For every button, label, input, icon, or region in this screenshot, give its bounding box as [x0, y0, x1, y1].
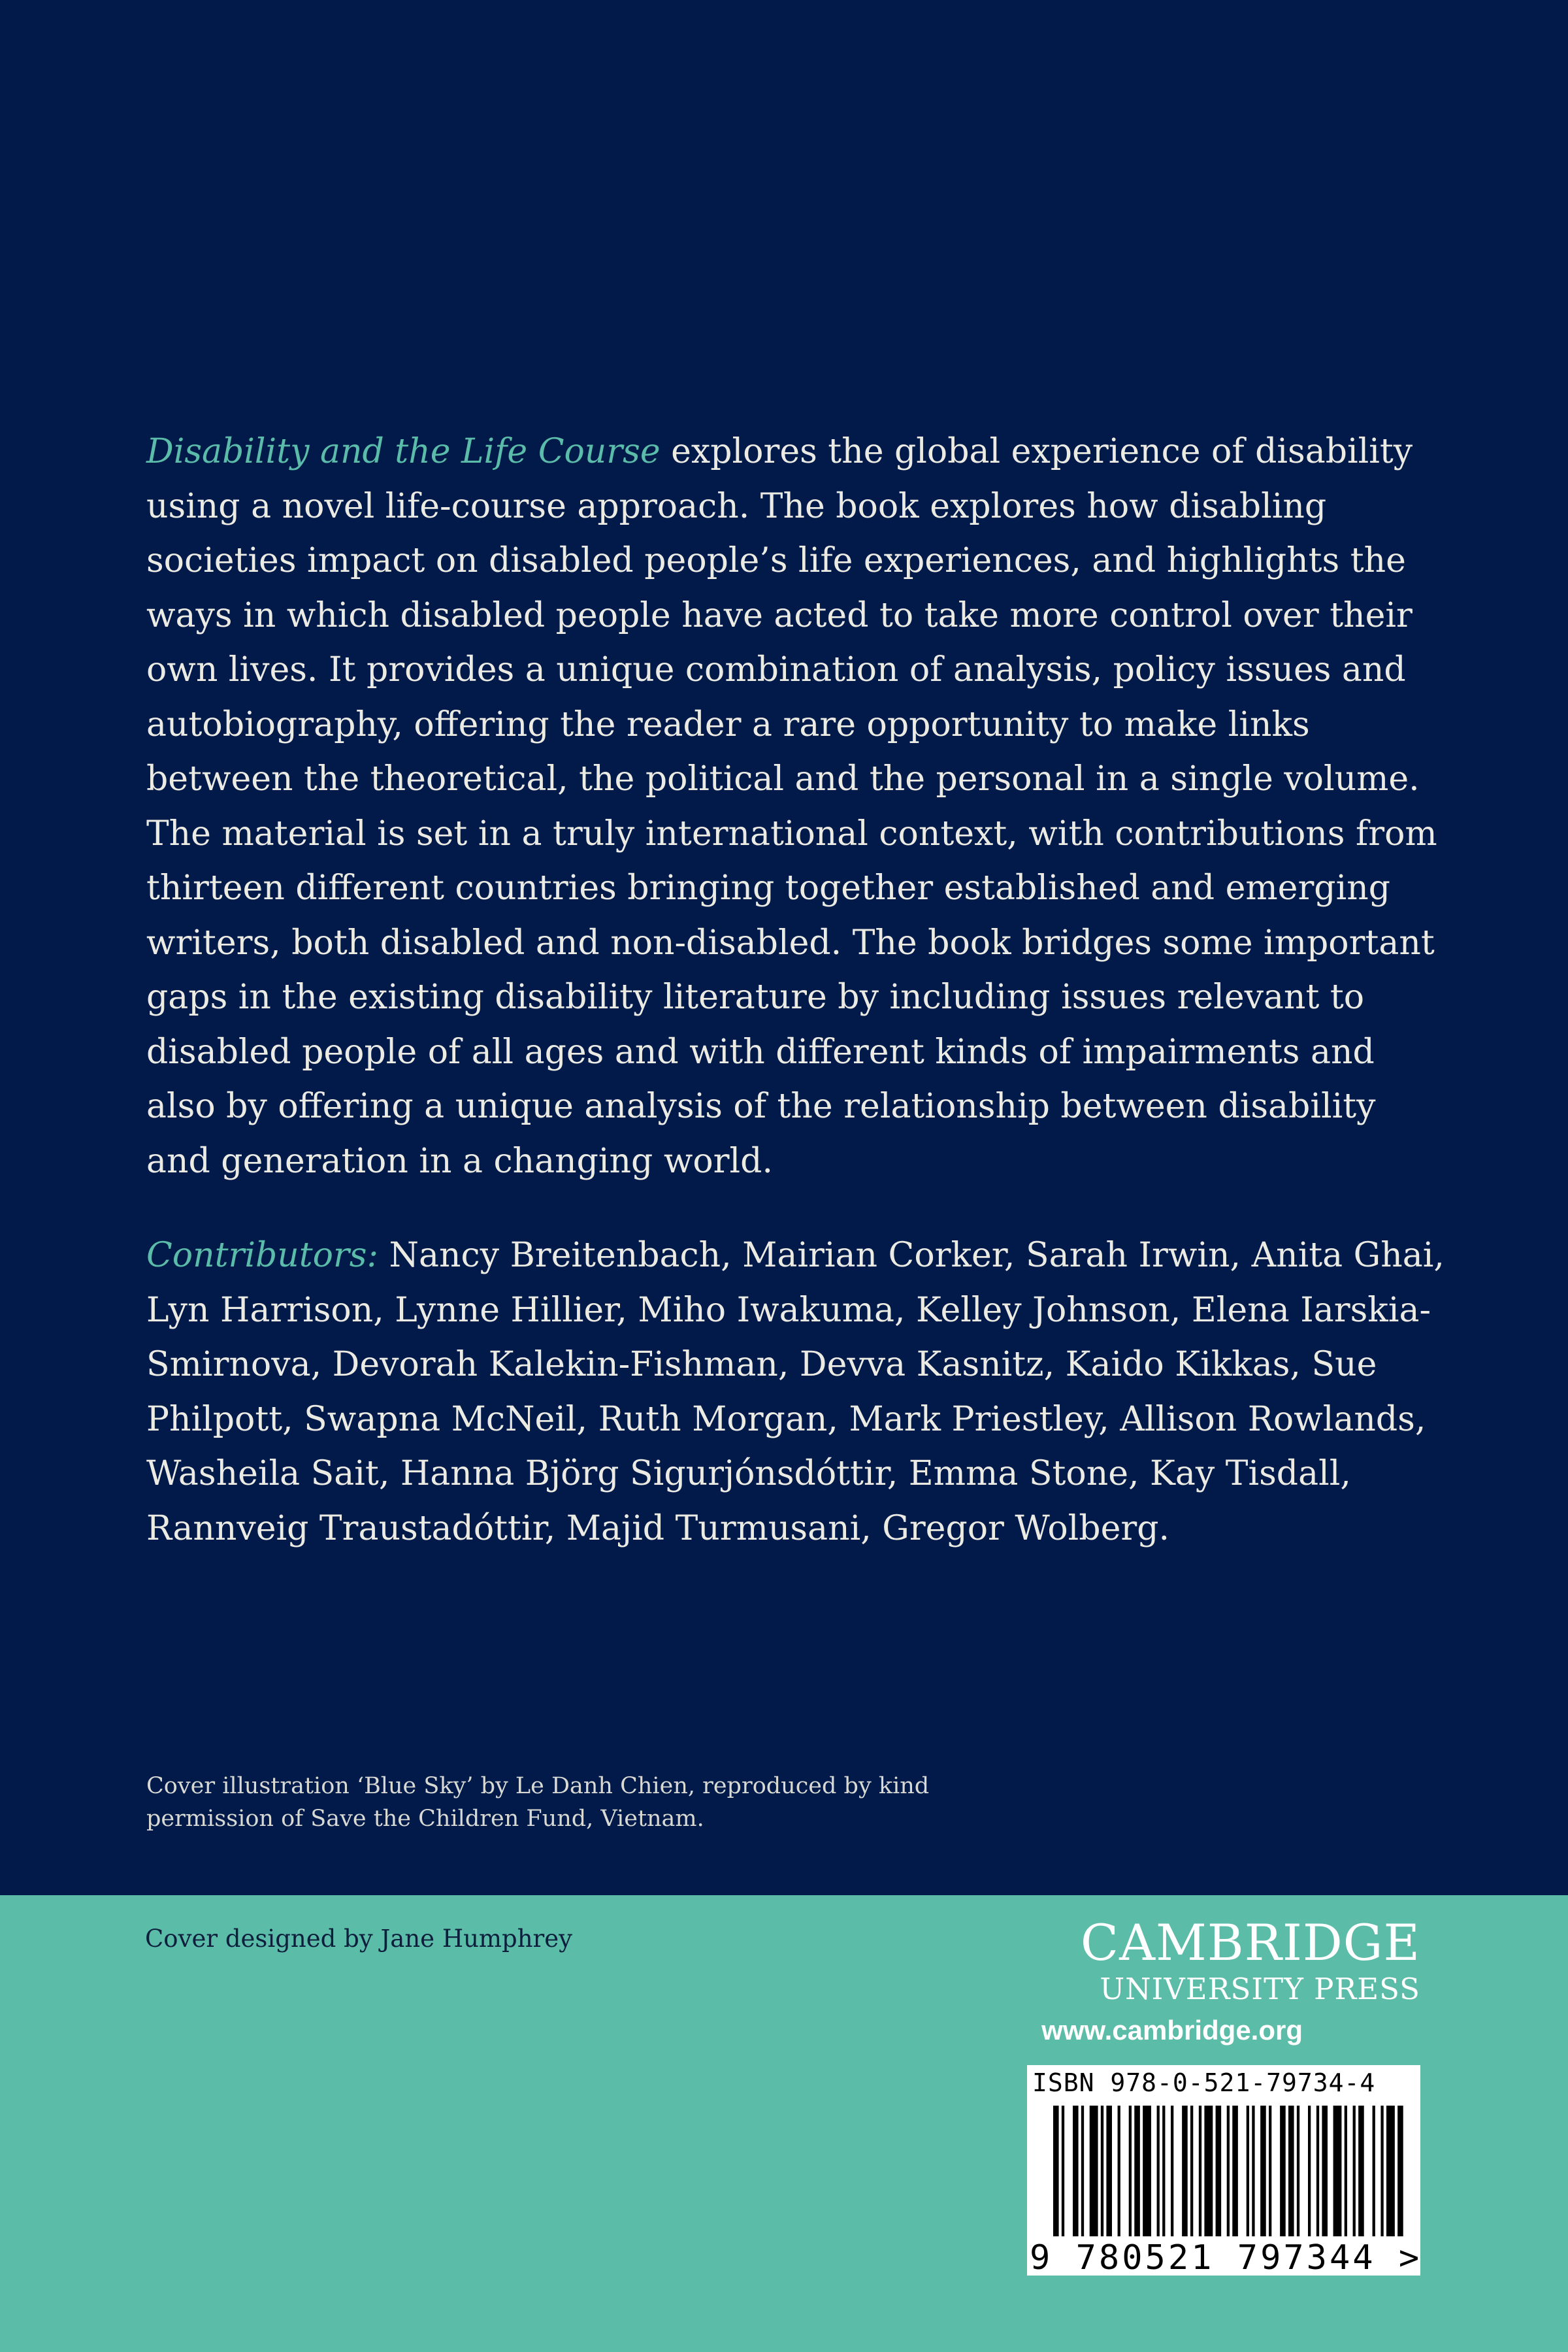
illustration-credit: Cover illustration ‘Blue Sky’ by Le Danh Chien, reproduced by kind permission of Save the Children Fund, Vietnam. [146, 1773, 930, 1832]
book-title: Disability and the Life Course [146, 432, 661, 471]
barcode-bar [1227, 2106, 1230, 2236]
publisher-website: www.cambridge.org [1041, 2015, 1303, 2046]
barcode-bar [1062, 2106, 1064, 2236]
barcode-bar [1358, 2106, 1364, 2236]
barcode-bar [1090, 2106, 1098, 2236]
barcode-bar [1134, 2106, 1140, 2236]
barcode-bar [1260, 2106, 1266, 2236]
contributor-names: Nancy Breitenbach, Mairian Corker, Sarah Irwin, Anita Ghai, Lyn Harrison, Lynne Hillier, Miho Iwakuma, Kelley Johnson, Elena Iarskia-Smirnova, Devorah Kalekin-Fishman, Devva Kasnitz, Kaido Kikkas, Sue Philpott, Swapna McNeil, Ruth Morgan, Mark Priestley, Allison Rowlands, Washeila Sait, Hanna Björg Sigurjónsdóttir, Emma Stone, Kay Tisdall, Rannveig Traustadóttir, Majid Turmusani, Gregor Wolberg. [146, 1236, 1445, 1548]
book-description [146, 425, 1446, 1189]
barcode-bar [1353, 2106, 1356, 2236]
barcode-bar [1252, 2106, 1254, 2236]
ean-digits: 9 780521 797344 > [1030, 2238, 1422, 2277]
barcode-bar [1182, 2106, 1188, 2236]
barcode-bar [1380, 2106, 1383, 2236]
barcode-bar [1345, 2106, 1347, 2236]
barcode-bar [1053, 2106, 1059, 2236]
barcode-bar [1386, 2106, 1395, 2236]
barcode-bar [1308, 2106, 1311, 2236]
publisher-logo-line2: UNIVERSITY PRESS [1100, 1972, 1420, 2006]
barcode-bar [1280, 2106, 1286, 2236]
barcode-bar [1322, 2106, 1328, 2236]
barcode-bar [1143, 2106, 1151, 2236]
barcode-bar [1162, 2106, 1165, 2236]
publisher-logo-line1: CAMBRIDGE [1080, 1913, 1420, 1972]
barcode-bar [1157, 2106, 1160, 2236]
isbn-label: ISBN 978-0-521-79734-4 [1032, 2068, 1376, 2097]
barcode-bar [1129, 2106, 1132, 2236]
barcode-bar [1171, 2106, 1173, 2236]
barcode-bar [1106, 2106, 1112, 2236]
barcode-bar [1073, 2106, 1079, 2236]
barcode-bar [1288, 2106, 1294, 2236]
barcode-bar [1118, 2106, 1120, 2236]
barcode-bar [1232, 2106, 1238, 2236]
description-text: explores the global experience of disability using a novel life-course approach. The book explores how disabling societies impact on disabled people’s life experiences, and highlights the ways in which disabled people have acted to take more control over their own lives. It provides a unique combination of analysis, policy issues and autobiography, offering the reader a rare opportunity to make links between the theoretical, the political and the personal in a single volume. The material is set in a truly international context, with contributions from thirteen different countries bringing together established and emerging writers, both disabled and non-disabled. The book bridges some important gaps in the existing disability literature by including issues relevant to disabled people of all ages and with different kinds of impairments and also by offering a unique analysis of the relationship between disability and generation in a changing world. [146, 432, 1437, 1181]
barcode-bar [1333, 2106, 1342, 2236]
isbn-barcode [1027, 2065, 1420, 2276]
barcode-bar [1199, 2106, 1201, 2236]
barcode-bar [1373, 2106, 1375, 2236]
barcode-bar [1316, 2106, 1319, 2236]
designer-credit: Cover designed by Jane Humphrey [145, 1925, 573, 1953]
barcode-bar [1190, 2106, 1193, 2236]
contributors-label: Contributors: [146, 1236, 379, 1275]
barcode-bar [1101, 2106, 1103, 2236]
barcode-bar [1269, 2106, 1271, 2236]
barcode-bar [1297, 2106, 1299, 2236]
barcode-bar [1397, 2106, 1403, 2236]
barcode-bar [1081, 2106, 1084, 2236]
barcode-bar [1204, 2106, 1213, 2236]
barcode-bars-icon [1053, 2106, 1406, 2236]
barcode-bar [1216, 2106, 1222, 2236]
contributors-list [146, 1229, 1453, 1556]
barcode-bar [1247, 2106, 1249, 2236]
